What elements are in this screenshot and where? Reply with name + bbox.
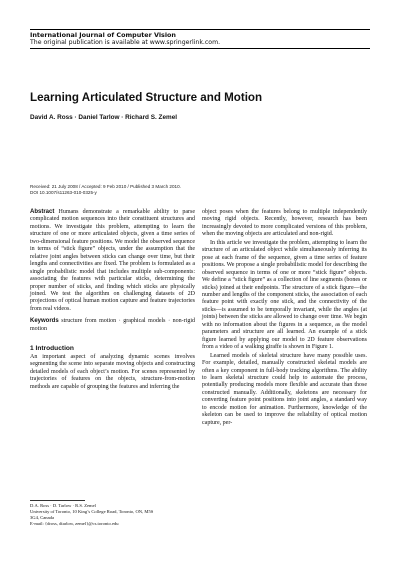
author-affiliation-footnote — [30, 503, 195, 527]
abstract-text: Humans demonstrate a remarkable ability to parse complicated motion sequences into their constituent structures and motions. We investigate this problem, attempting to learn the structure of one or more articulated objects, given a time series of two-dimensional feature positions. We model the observed sequence in terms of “stick figure” objects, under the assumption that the relative joint angles between sticks can change over time, but their lengths and connectivities are fixed. The problem is formulated as a single probabilistic model that includes multiple sub-components: associating the features with particular sticks, determining the proper number of sticks, and finding which sticks are physically joined. We test the algorithm on challenging datasets of 2D projections of optical human motion capture and feature trajectories from real videos. — [30, 209, 196, 312]
keywords-text: structure from motion · graphical models · non-rigid motion — [30, 318, 196, 332]
right-column — [202, 209, 367, 427]
doi: DOI 10.1007/s11263-010-0325-y — [30, 190, 97, 196]
footnote-divider — [30, 500, 85, 501]
body-paragraph: Learned models of skeletal structure have many possible uses. For example, detailed, manually constructed skeletal models are often a key component in full-body tracking algorithms. The ability to learn skeletal structure could help to automate the process, potentially producing models more flexible and accurate than those constructed manually. Additionally, skeletons are necessary for converting feature point positions into joint angles, a standard way to encode motion for animation. Furthermore, knowledge of the skeleton can be used to improve the reliability of optical motion capture, per- — [202, 352, 367, 426]
body-paragraph: In this article we investigate the problem, attempting to learn the structure of an articulated object while simultaneously inferring its pose at each frame of the sequence, given a time series of feature positions. We propose a single probabilistic model for describing the observed sequence in terms of one or more “stick figure” objects. We define a “stick figure” as a collection of line segments (bones or sticks) joined at their endpoints. The structure of a stick figure—the number and lengths of the component sticks, the association of each feature point with exactly one stick, and the connectivity of the sticks—is assumed to be temporally invariant, while the angles (at joints) between the sticks are allowed to change over time. We begin with no information about the figures in a sequence, as the model parameters and structure are all learned. An example of a stick figure learned by applying our model to 2D feature observations from a video of a walking giraffe is shown in Figure 1. — [202, 239, 367, 351]
footnote-address: University of Toronto, 10 King’s College Road, Toronto, ON, M5S — [30, 509, 154, 514]
section-heading-introduction: 1 Introduction — [30, 345, 74, 353]
footnote-authors: D.A. Ross · D. Tarlow · R.S. Zemel — [30, 503, 96, 508]
keywords — [30, 318, 195, 333]
journal-header — [30, 29, 370, 49]
left-column — [30, 209, 195, 391]
keywords-heading: Keywords — [30, 318, 59, 325]
publication-dates: Received: 21 July 2008 / Accepted: 9 Feb 2010 / Published 3 March 2010. — [30, 184, 181, 189]
body-paragraph-continued: object poses when the features belong to multiple independently moving rigid objects. Recently, however, research has been increasingly devoted to more complicated versions of this problem, when the moving objects are articulated and non-rigid. — [202, 209, 367, 238]
footnote-address-cont: 3G4, Canada — [30, 515, 54, 520]
publication-meta — [30, 184, 181, 196]
journal-name: International Journal of Computer Vision — [30, 31, 176, 39]
paper-authors: David A. Ross · Daniel Tarlow · Richard S. Zemel — [30, 114, 178, 121]
abstract-heading: Abstract — [30, 209, 55, 215]
footnote-email: E-mail: {dross, dtarlow, zemel}@cs.toronto.edu — [30, 521, 119, 526]
paper-title: Learning Articulated Structure and Motion — [30, 91, 263, 104]
intro-paragraph: An important aspect of analyzing dynamic scenes involves segmenting the scene into separate moving objects and constructing detailed models of each object’s motion. For scenes represented by trajectories of features on the objects, structure-from-motion methods are capable of grouping the features and inferring the — [30, 353, 195, 390]
publication-note: The original publication is available at www.springerlink.com. — [30, 39, 221, 46]
abstract — [30, 209, 195, 313]
